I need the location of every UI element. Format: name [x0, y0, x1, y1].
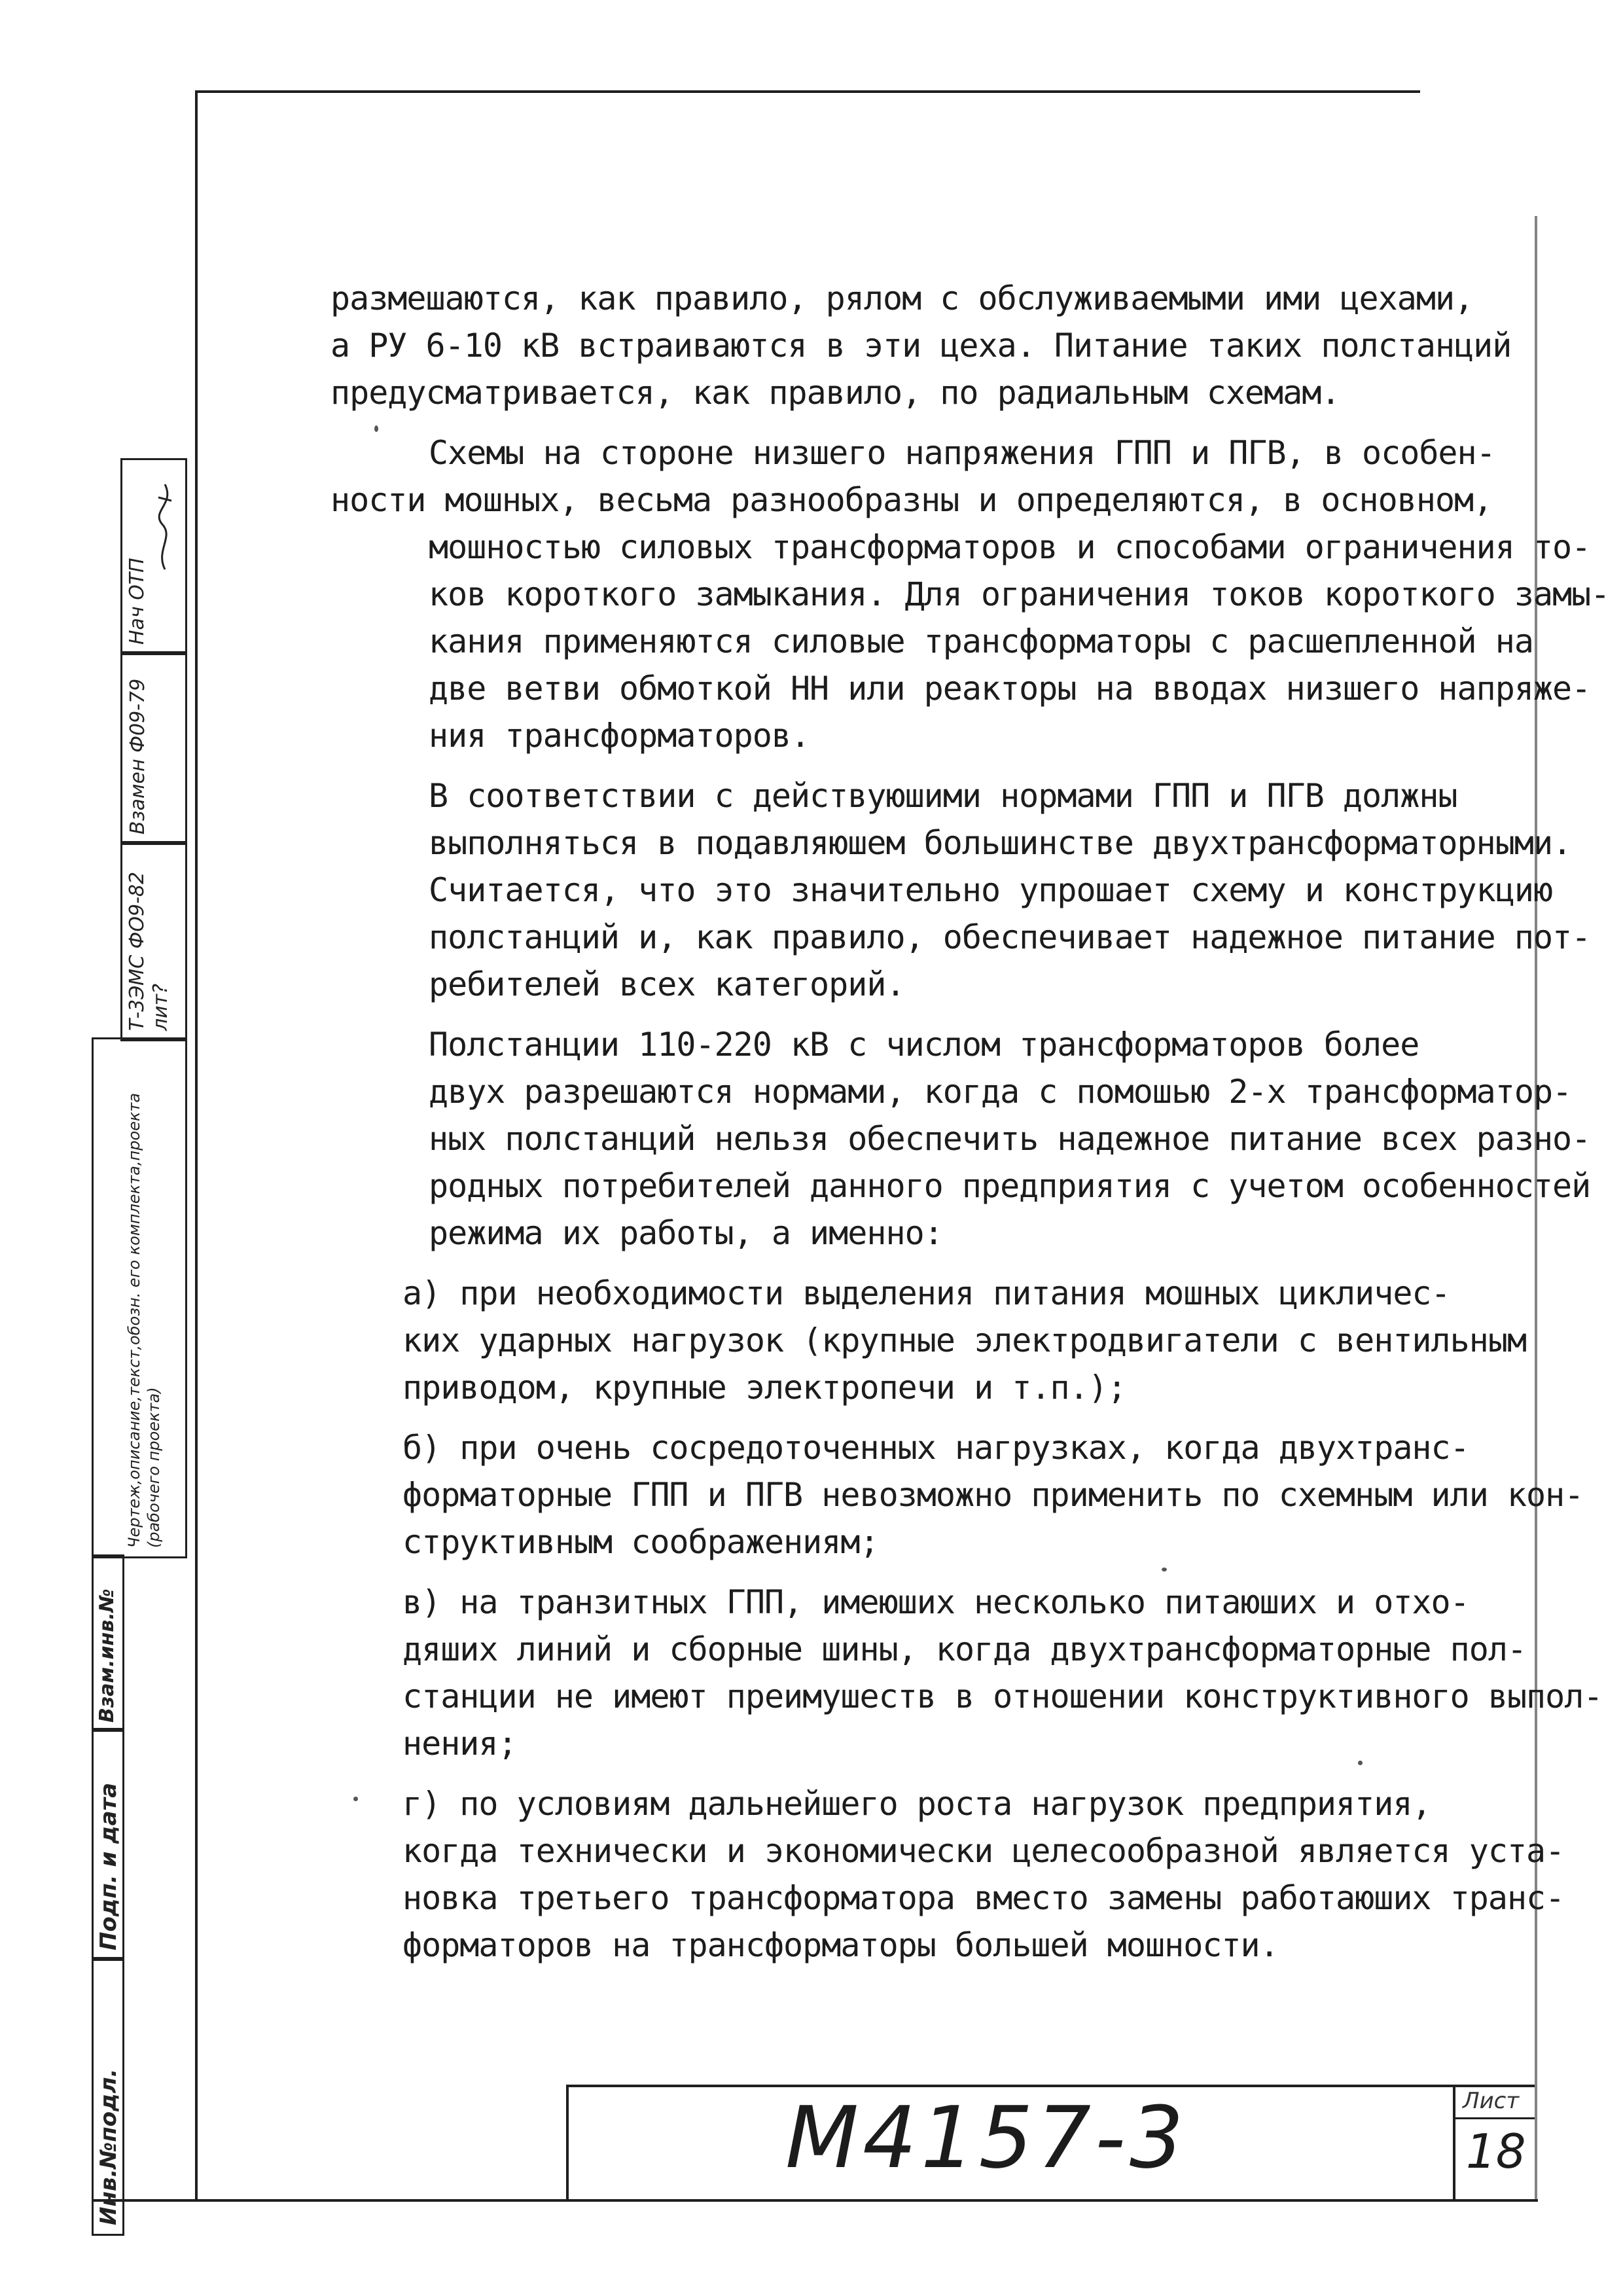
stamp-vzam-inv-label: Взам.инв.№	[96, 1588, 118, 1723]
text-line: В соответствии с действуюшими нормами ГПП и ПГВ должны	[429, 777, 1457, 815]
text-line: когда технически и экономически целесообразной является уста-	[402, 1832, 1565, 1870]
stamp-nach-otp-label: Нач ОТП	[126, 558, 149, 645]
text-line: новка третьего трансформатора вместо замены работаюших транс-	[402, 1879, 1565, 1917]
text-line: в) на транзитных ГПП, имеюших несколько питаюших и отхо-	[402, 1583, 1469, 1621]
text-line: режима их работы, а именно:	[429, 1214, 943, 1252]
text-line: выполняться в подавляюшем большинстве двухтрансформаторными.	[429, 824, 1572, 862]
scan-speck	[374, 425, 378, 432]
title-block-left-divider	[566, 2085, 569, 2199]
text-line: ности мошных, весьма разнообразны и определяются, в основном,	[330, 481, 1493, 519]
side-stamp-table	[92, 458, 183, 2232]
list-item-g	[330, 1780, 1565, 1969]
text-line: мошностью силовых трансформаторов и способами ограничения то-	[429, 528, 1591, 566]
text-line: а) при необходимости выделения питания мошных цикличес-	[402, 1274, 1450, 1312]
frame-top-border	[196, 90, 1420, 93]
stamp-drawing-label: Чертеж,описание,текст,обозн. его комплекта,проекта (рабочего проекта)	[125, 1092, 163, 1548]
scan-speck	[353, 1797, 358, 1801]
text-line: нения;	[402, 1725, 517, 1763]
scan-speck	[1162, 1568, 1167, 1571]
text-line: полстанций и, как правило, обеспечивает надежное питание пот-	[429, 918, 1591, 956]
text-line: станции не имеют преимушеств в отношении конструктивного выпол-	[402, 1677, 1603, 1715]
text-line: форматоров на трансформаторы большей мошности.	[402, 1926, 1279, 1964]
text-line: г) по условиям дальнейшего роста нагрузок предприятия,	[402, 1785, 1431, 1823]
text-line: структивным соображениям;	[402, 1523, 879, 1561]
text-line: предусматривается, как правило, по радиальным схемам.	[330, 374, 1340, 412]
text-line: а РУ 6-10 кВ встраиваются в эти цеха. Питание таких полстанций	[330, 327, 1512, 365]
stamp-t3ems-label: Т-3ЭМС ФО9-82 лит?	[126, 871, 172, 1031]
text-line: ных полстанций нельзя обеспечить надежное питание всех разно-	[429, 1120, 1591, 1158]
text-line: двух разрешаются нормами, когда с помошью 2-х трансформатор-	[429, 1073, 1572, 1111]
list-item-v	[330, 1579, 1603, 1767]
list-item-a	[330, 1270, 1535, 1411]
document-code: М4157-3	[785, 2088, 1188, 2187]
text-line: ков короткого замыкания. Для ограничения токов короткого замы-	[429, 575, 1610, 613]
text-line: две ветви обмоткой НН или реакторы на вводах низшего напряже-	[429, 670, 1591, 708]
stamp-podp-data-label: Подп. и дата	[96, 1782, 122, 1950]
text-line: кания применяются силовые трансформаторы с расшепленной на	[429, 622, 1533, 660]
text-line: Полстанции 110-220 кВ с числом трансформаторов более	[429, 1026, 1419, 1064]
scan-speck	[1358, 1761, 1363, 1765]
text-line: дяших линий и сборные шины, когда двухтрансформаторные пол-	[402, 1630, 1527, 1668]
text-line: Схемы на стороне низшего напряжения ГПП и ПГВ, в особен-	[429, 434, 1495, 472]
document-body	[330, 275, 1610, 1982]
sheet-label: Лист	[1463, 2088, 1520, 2114]
frame-left-border	[195, 90, 198, 2199]
sheet-box-divider	[1453, 2117, 1535, 2119]
text-line: приводом, крупные электропечи и т.п.);	[402, 1369, 1126, 1407]
text-line: родных потребителей данного предприятия с учетом особенностей	[429, 1167, 1591, 1205]
stamp-vzamen-label: Взамен Ф09-79	[126, 678, 149, 834]
paragraph-3	[330, 772, 1591, 1008]
paragraph-2	[330, 429, 1610, 759]
text-line: ребителей всех категорий.	[429, 965, 905, 1003]
paragraph-1	[330, 275, 1535, 416]
text-line: форматорные ГПП и ПГВ невозможно применить по схемным или кон-	[402, 1476, 1584, 1514]
text-line: ких ударных нагрузок (крупные электродвигатели с вентильным	[402, 1321, 1527, 1359]
paragraph-4	[330, 1021, 1591, 1257]
text-line: Считается, что это значительно упрошает схему и конструкцию	[429, 871, 1553, 909]
list-item-b	[330, 1424, 1584, 1566]
text-line: ния трансформаторов.	[429, 717, 810, 755]
stamp-inv-podl-label: Инв.№подл.	[96, 2068, 122, 2225]
nach-otp-signature-icon	[152, 471, 178, 576]
sheet-number: 18	[1466, 2124, 1526, 2179]
text-line: б) при очень сосредоточенных нагрузках, когда двухтранс-	[402, 1429, 1469, 1467]
text-line: размешаются, как правило, рялом с обслуживаемыми ими цехами,	[330, 279, 1474, 317]
